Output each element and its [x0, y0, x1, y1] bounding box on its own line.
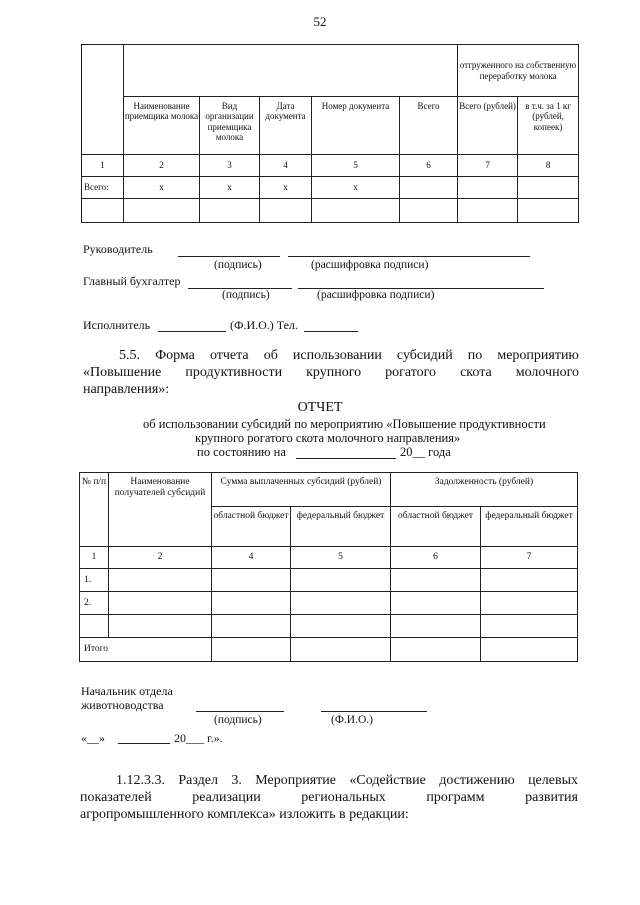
section-1-12-3-3-paragraph: 1.12.3.3. Раздел 3. Мероприятие «Содействие достижению целевых показателей реализации региональных программ развития агропромышленного комплекса» изложить в редакции:: [80, 773, 578, 822]
col-header-org-type: Вид организации приемщика молока: [200, 97, 260, 155]
empty-cell: [458, 177, 518, 199]
executor-label: Исполнитель: [83, 318, 151, 332]
report-date-year: 20__ года: [400, 445, 451, 459]
chief-label-line-1: Начальник отдела: [81, 684, 173, 698]
empty-cell: [109, 592, 212, 615]
report-title: ОТЧЕТ: [297, 400, 343, 415]
empty-cell: [458, 199, 518, 223]
chief-signature-line: [196, 711, 284, 712]
head-decode-line: [288, 256, 530, 257]
empty-cell: [212, 592, 291, 615]
total-row-label: Итого: [80, 638, 212, 662]
col-number: 1: [80, 547, 109, 569]
empty-cell: [212, 569, 291, 592]
col-header-number: № п/п: [80, 473, 109, 547]
col-number: 7: [481, 547, 578, 569]
executor-tel-line: [304, 331, 358, 332]
decode-hint: (расшифровка подписи): [311, 259, 429, 271]
empty-cell: [400, 177, 458, 199]
empty-cell: [400, 199, 458, 223]
empty-cell: [291, 638, 391, 662]
col-header-federal: федеральный бюджет: [481, 507, 578, 547]
row-number: [80, 615, 109, 638]
sign-hint: (подпись): [214, 259, 262, 271]
total-row-label: Всего:: [82, 177, 124, 199]
report-date-line: [296, 458, 396, 459]
paid-subsidies-group-header: Сумма выплаченных субсидий (рублей): [212, 473, 391, 507]
col-header-total: Всего: [400, 97, 458, 155]
debt-group-header: Задолженность (рублей): [391, 473, 578, 507]
empty-cell: [391, 569, 481, 592]
col-header-doc-number: Номер документа: [312, 97, 400, 155]
fio-hint: (Ф.И.О.): [331, 714, 373, 726]
sign-hint: (подпись): [214, 714, 262, 726]
section-5-5-paragraph: 5.5. Форма отчета об использовании субсидий по мероприятию «Повышение продуктивности крупного рогатого скота молочного направления»:: [83, 348, 579, 397]
empty-cell: [212, 615, 291, 638]
accountant-label: Главный бухгалтер: [83, 274, 181, 288]
empty-cell: [291, 615, 391, 638]
col-header-regional: областной бюджет: [212, 507, 291, 547]
col-number: 5: [312, 155, 400, 177]
empty-cell: [82, 199, 124, 223]
col-header-total-rub: Всего (рублей): [458, 97, 518, 155]
col-header-receiver-name: Наименование приемщика молока: [124, 97, 200, 155]
subsidy-report-table: [79, 472, 578, 662]
milk-shipment-table: [81, 44, 579, 223]
empty-cell: [391, 638, 481, 662]
col-number: 5: [291, 547, 391, 569]
page-number: 52: [313, 14, 327, 29]
empty-cell: [518, 199, 579, 223]
col-number: 4: [260, 155, 312, 177]
col-header-regional: областной бюджет: [391, 507, 481, 547]
empty-cell: [481, 569, 578, 592]
row-number: 2.: [80, 592, 109, 615]
col-number: 2: [109, 547, 212, 569]
empty-cell: [481, 592, 578, 615]
x-mark: x: [260, 177, 312, 199]
empty-cell: [260, 199, 312, 223]
head-signature-line: [178, 256, 280, 257]
empty-cell: [312, 199, 400, 223]
x-mark: x: [312, 177, 400, 199]
empty-cell: [481, 638, 578, 662]
col-header-per-kg: в т.ч. за 1 кг (рублей, копеек): [518, 97, 579, 155]
executor-fio-tel: (Ф.И.О.) Тел.: [230, 318, 298, 332]
date-year: 20___ г.».: [174, 731, 223, 745]
col-header-recipient: Наименование получателей субсидий: [109, 473, 212, 547]
col-number: 7: [458, 155, 518, 177]
shipped-milk-group-header: отгруженного на собственную переработку молока: [458, 45, 579, 97]
x-mark: x: [124, 177, 200, 199]
empty-cell: [518, 177, 579, 199]
col-number: 1: [82, 155, 124, 177]
col-number: 6: [400, 155, 458, 177]
report-subtitle-1: об использовании субсидий по мероприятию «Повышение продуктивности: [143, 417, 546, 431]
date-day: «__»: [81, 731, 105, 745]
col-header-doc-date: Дата документа: [260, 97, 312, 155]
col-number: 3: [200, 155, 260, 177]
sign-hint: (подпись): [222, 289, 270, 301]
empty-cell: [391, 615, 481, 638]
executor-line: [158, 331, 226, 332]
col-number: 8: [518, 155, 579, 177]
blank-corner-cell: [82, 45, 124, 155]
empty-cell: [291, 592, 391, 615]
empty-cell: [391, 592, 481, 615]
col-number: 2: [124, 155, 200, 177]
empty-cell: [109, 615, 212, 638]
chief-label-line-2: животноводства: [81, 698, 164, 712]
row-number: 1.: [80, 569, 109, 592]
empty-cell: [291, 569, 391, 592]
col-number: 6: [391, 547, 481, 569]
report-subtitle-2: крупного рогатого скота молочного направления»: [195, 431, 461, 445]
empty-cell: [200, 199, 260, 223]
date-month-line: [118, 743, 170, 744]
decode-hint: (расшифровка подписи): [317, 289, 435, 301]
empty-cell: [124, 199, 200, 223]
x-mark: x: [200, 177, 260, 199]
head-label: Руководитель: [83, 242, 153, 256]
report-date-prefix: по состоянию на: [197, 445, 286, 459]
empty-cell: [481, 615, 578, 638]
empty-cell: [109, 569, 212, 592]
blank-header-cell: [124, 45, 458, 97]
col-header-federal: федеральный бюджет: [291, 507, 391, 547]
empty-cell: [212, 638, 291, 662]
chief-fio-line: [321, 711, 427, 712]
col-number: 4: [212, 547, 291, 569]
